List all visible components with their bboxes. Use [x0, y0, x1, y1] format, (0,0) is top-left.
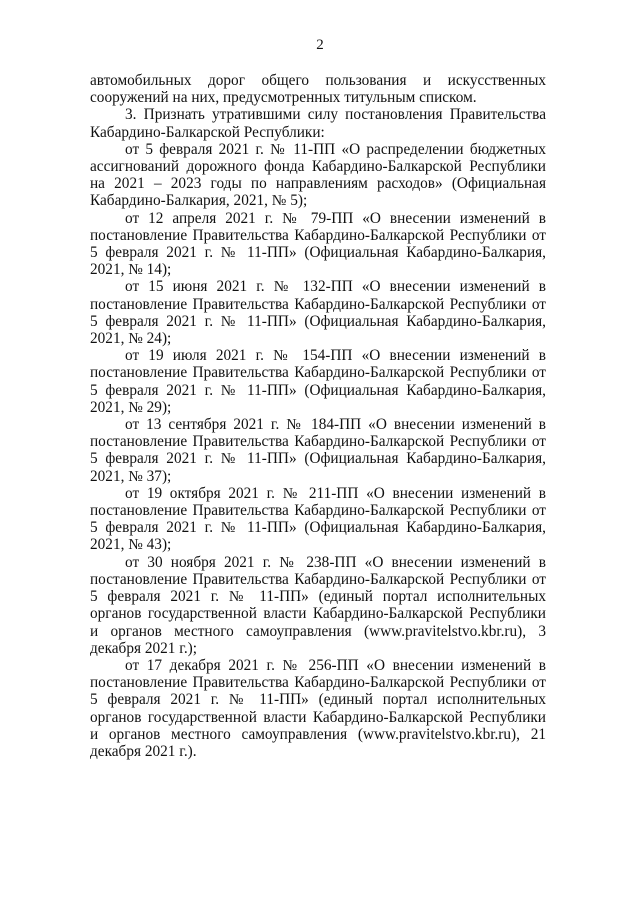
paragraph-decree-184-pp: от 13 сентября 2021 г. № 184-ПП «О внесении изменений в постановление Правительства Кабардино-Балкарской Республики от 5 февраля 2021 г. № 11-ПП» (Официальная Кабардино-Балкария, 2021, № 37);	[90, 416, 546, 485]
paragraph-decree-256-pp: от 17 декабря 2021 г. № 256-ПП «О внесении изменений в постановление Правительства Кабардино-Балкарской Республики от 5 февраля 2021 г. № 11-ПП» (единый портал исполнительных органов государственной власти Кабардино-Балкарской Республики и органов местного самоуправления (www.pravitelstvo.kbr.ru), 21 декабря 2021 г.).	[90, 656, 546, 760]
paragraph-decree-154-pp: от 19 июля 2021 г. № 154-ПП «О внесении изменений в постановление Правительства Кабардино-Балкарской Республики от 5 февраля 2021 г. № 11-ПП» (Официальная Кабардино-Балкария, 2021, № 29);	[90, 347, 546, 416]
paragraph-continuation: автомобильных дорог общего пользования и искусственных сооружений на них, предусмотренных титульным списком.	[90, 72, 546, 107]
paragraph-item-3: 3. Признать утратившими силу постановления Правительства Кабардино-Балкарской Республики:	[90, 106, 546, 141]
paragraph-decree-238-pp: от 30 ноября 2021 г. № 238-ПП «О внесении изменений в постановление Правительства Кабардино-Балкарской Республики от 5 февраля 2021 г. № 11-ПП» (единый портал исполнительных органов государственной власти Кабардино-Балкарской Республики и органов местного самоуправления (www.pravitelstvo.kbr.ru), 3 декабря 2021 г.);	[90, 553, 546, 657]
page-number: 2	[316, 37, 324, 53]
paragraph-decree-211-pp: от 19 октября 2021 г. № 211-ПП «О внесении изменений в постановление Правительства Кабардино-Балкарской Республики от 5 февраля 2021 г. № 11-ПП» (Официальная Кабардино-Балкария, 2021, № 43);	[90, 484, 546, 554]
paragraph-decree-11-pp: от 5 февраля 2021 г. № 11-ПП «О распределении бюджетных ассигнований дорожного фонда Кабардино-Балкарской Республики на 2021 – 2023 годы по направлениям расходов» (Официальная Кабардино-Балкария, 2021, № 5);	[90, 140, 546, 210]
paragraph-decree-132-pp: от 15 июня 2021 г. № 132-ПП «О внесении изменений в постановление Правительства Кабардино-Балкарской Республики от 5 февраля 2021 г. № 11-ПП» (Официальная Кабардино-Балкария, 2021, № 24);	[90, 278, 546, 348]
document-body	[90, 72, 546, 760]
paragraph-decree-79-pp: от 12 апреля 2021 г. № 79-ПП «О внесении изменений в постановление Правительства Кабардино-Балкарской Республики от 5 февраля 2021 г. № 11-ПП» (Официальная Кабардино-Балкария, 2021, № 14);	[90, 209, 546, 279]
